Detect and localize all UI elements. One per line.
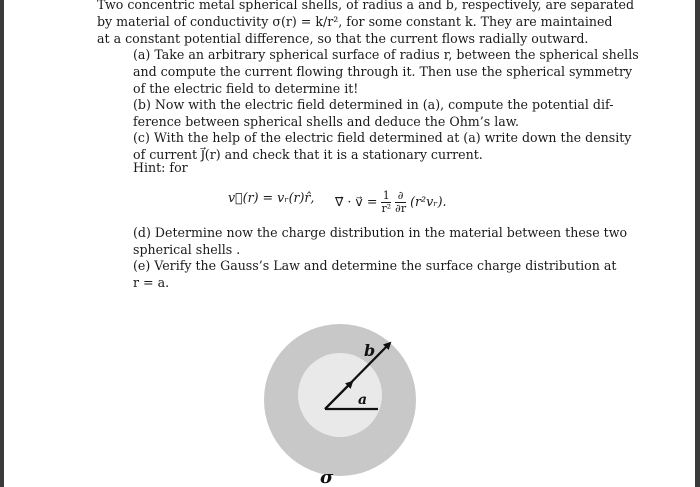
formula-divergence: ∇⃗ · v⃗ = $\frac{1}{\text{r²}}$ $\frac{\partial}{\partial r}$ (r²vᵣ). — [335, 189, 447, 215]
label-b: b — [364, 341, 376, 360]
part-e: (e) Verify the Gauss’s Law and determine the surface charge distribution at r = a. — [133, 258, 617, 290]
label-sigma: σ — [320, 467, 334, 487]
part-c: (c) With the help of the electric field determined at (a) write down the density of current J⃗(r) and check that it is a stationary current. — [133, 130, 632, 162]
hint-label: Hint: for — [133, 160, 188, 175]
part-d: (d) Determine now the charge distribution in the material between these two spherical shells . — [133, 225, 628, 257]
fraction-partial-r: $\frac{\partial}{\partial r}$ — [395, 189, 407, 215]
problem-intro: Two concentric metal spherical shells, of radius a and b, respectively, are separated by material of conductivity σ(r) = k/r², for some constant k. They are maintained at a constant potential difference, so that the current flows radially outward. — [97, 0, 635, 46]
part-a: (a) Take an arbitrary spherical surface of radius r, between the spherical shells and compute the current flowing through it. Then use the spherical symmetry of the electric field to determine it! — [133, 47, 639, 96]
formula-velocity-field: v⃗(r) = vᵣ(r)r̂, — [228, 190, 315, 205]
fraction-one-over-r2: $\frac{1}{\text{r²}}$ — [381, 189, 392, 215]
label-a: a — [358, 392, 368, 408]
part-b: (b) Now with the electric field determined in (a), compute the potential dif- ference between spherical shells and deduce the Ohm’s law. — [133, 97, 614, 129]
